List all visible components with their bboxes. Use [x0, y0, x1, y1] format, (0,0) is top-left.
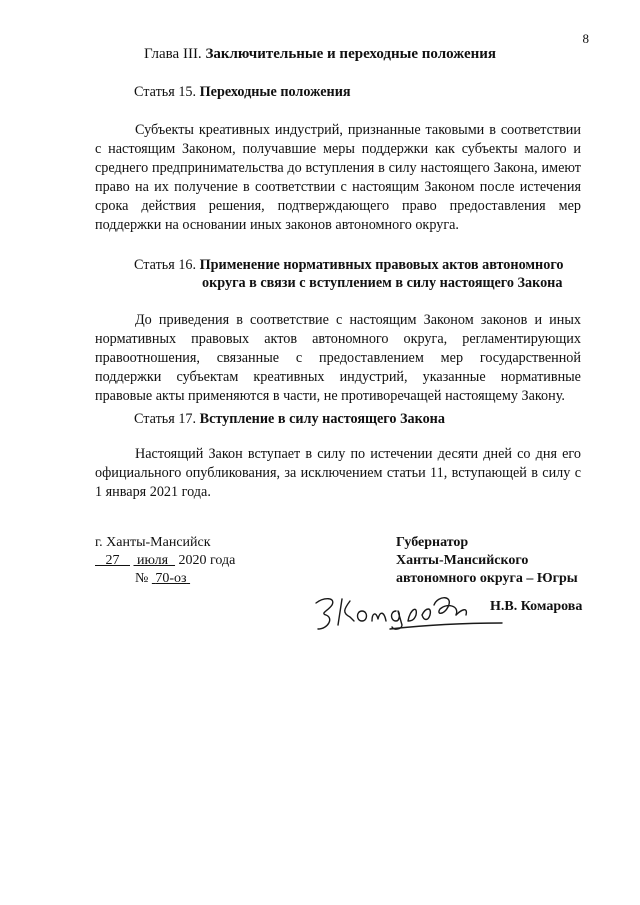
governor-title-line3: автономного округа – Югры: [396, 571, 578, 586]
chapter-title: Заключительные и переходные положения: [205, 46, 497, 62]
signing-month: июля: [137, 553, 169, 568]
signing-city: г. Ханты-Мансийск: [95, 535, 211, 550]
article-17-prefix: Статья 17.: [134, 411, 197, 427]
article-17-heading: [134, 411, 445, 428]
article-16-title-line1: Применение нормативных правовых актов автономного: [199, 257, 564, 273]
signing-year: 2020 года: [178, 553, 236, 568]
handwritten-signature: [306, 585, 506, 635]
article-15-heading: [134, 84, 351, 101]
governor-name: Н.В. Комарова: [490, 599, 583, 614]
article-17-text: Настоящий Закон вступает в силу по истечении десяти дней со дня его официального опубликования, за исключением статьи 11, вступающей в силу с 1 января 2021 года.: [95, 446, 581, 500]
article-17-title: Вступление в силу настоящего Закона: [199, 411, 445, 427]
governor-title-line1: Губернатор: [396, 535, 469, 550]
chapter-prefix: Глава III.: [143, 46, 202, 62]
article-16-heading: [134, 257, 564, 274]
chapter-heading: [0, 46, 640, 63]
article-16-title-line2: округа в связи с вступлением в силу настоящего Закона: [202, 275, 563, 291]
article-15-prefix: Статья 15.: [134, 84, 197, 100]
number-value: 70-оз: [155, 571, 187, 586]
article-16-text: До приведения в соответствие с настоящим Законом законов и иных нормативных правовых актов автономного округа, регламентирующих правоотношения, связанные с предоставлением мер государственной поддержки субъектам креативных индустрий, указанные нормативные правовые акты применяются в части, не противоречащей настоящему Закону.: [95, 312, 581, 404]
page-number: 8: [582, 31, 589, 46]
number-label: №: [135, 571, 149, 586]
article-15-title: Переходные положения: [199, 84, 351, 100]
signing-date: [95, 551, 235, 570]
governor-title-line2: Ханты-Мансийского: [396, 553, 529, 568]
signing-number: [135, 569, 190, 588]
signing-day: 27: [105, 553, 120, 568]
article-16-prefix: Статья 16.: [134, 257, 197, 273]
article-15-text: Субъекты креативных индустрий, признанные таковыми в соответствии с настоящим Законом, получавшие меры поддержки как субъекты малого и среднего предпринимательства до вступления в силу настоящего Закона, имеют право на их получение в соответствии с настоящим Законом после истечения срока действия решения, подтверждающего право предоставления мер поддержки на основании иных законов автономного округа.: [95, 122, 581, 233]
